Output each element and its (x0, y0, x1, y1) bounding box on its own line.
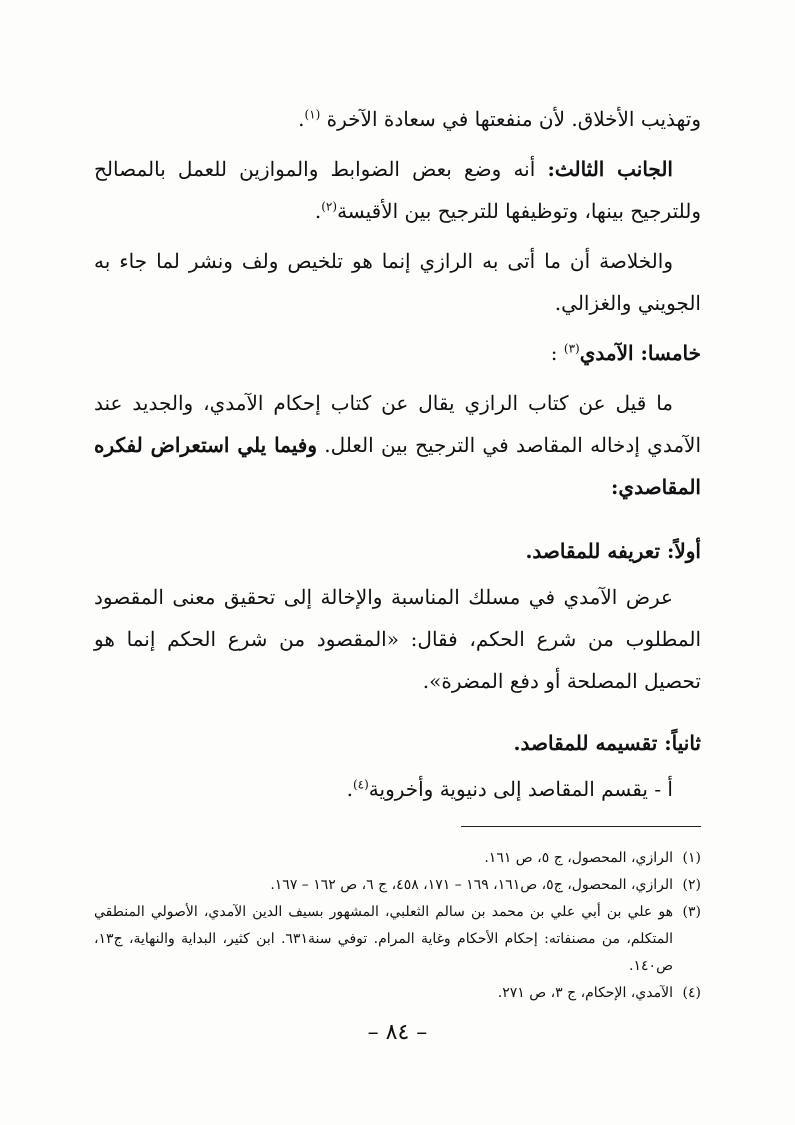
footnote-item (94, 980, 701, 1007)
page-number: – ٨٤ – (367, 1020, 428, 1045)
section-2-item-end: . (346, 777, 353, 801)
footnote-text: هو علي بن أبي علي بن محمد بن سالم الثعلبي، المشهور بسيف الدين الآمدي، الأصولي المنطقي المتكلم، من مصنفاته: إحكام الأحكام وغاية المرام. توفي سنة٦٣١. ابن كثير، البداية والنهاية، ج١٣، ص١٤٠. (94, 904, 673, 974)
footnote-text: الرازي، المحصول، ج ٥، ص ١٦١. (484, 850, 673, 866)
paragraph-2-lead: الجانب الثالث: (547, 157, 673, 181)
footnote-number: (٢) (682, 877, 701, 893)
paragraph-4-text: ما قيل عن كتاب الرازي يقال عن كتاب إحكام الآمدي، والجديد عند الآمدي إدخاله المقاصد في الترجيح بين العلل. (94, 391, 701, 457)
paragraph-4 (94, 382, 701, 508)
paragraph-3-text: والخلاصة أن ما أتى به الرازي إنما هو تلخيص ولف ونشر لما جاء به الجويني والغزالي. (94, 249, 701, 315)
footnote-number: (٤) (682, 985, 701, 1001)
section-1-text: عرض الآمدي في مسلك المناسبة والإخالة إلى تحقيق معنى المقصود المطلوب من شرع الحكم، فقال: «المقصود من شرع الحكم إنما هو تحصيل المصلحة أو دفع المضرة». (94, 585, 702, 693)
section-2-heading: ثانياً: تقسيمه للمقاصد. (513, 731, 701, 755)
section-1-heading: أولاً: تعريفه للمقاصد. (525, 539, 701, 563)
footnote-ref-4[interactable]: (٤) (352, 777, 369, 792)
footnote-item (94, 899, 701, 980)
paragraph-1 (94, 98, 701, 140)
footnote-item (94, 872, 701, 899)
body-text (94, 98, 701, 810)
paragraph-2 (94, 148, 701, 232)
section-2-item (94, 768, 701, 810)
heading-fifth (94, 332, 701, 374)
paragraph-2-text: أنه وضع بعض الضوابط والموازين للعمل بالمصالح وللترجيح بينها، وتوظيفها للترجيح بين الأقيسة (94, 157, 701, 223)
paragraph-2-end: . (314, 199, 322, 223)
footnote-ref-1[interactable]: (١) (304, 107, 321, 122)
footnote-divider (461, 826, 701, 827)
footnotes (94, 845, 701, 1007)
heading-fifth-end: : (550, 341, 564, 365)
footnote-ref-2[interactable]: (٢) (321, 199, 338, 214)
footnote-number: (١) (682, 850, 701, 866)
footnote-text: الآمدي، الإحكام، ج ٣، ص ٢٧١. (497, 985, 673, 1001)
footnote-number: (٣) (682, 904, 701, 920)
paragraph-1-end: . (298, 107, 305, 131)
paragraph-4-bold: وفيما يلي استعراض لفكره المقاصدي: (94, 433, 701, 499)
paragraph-3 (94, 240, 701, 324)
heading-fifth-text: خامسا: الآمدي (579, 341, 701, 365)
footnote-item (94, 845, 701, 872)
footnote-ref-3[interactable]: (٣) (563, 341, 580, 356)
footnote-text: الرازي، المحصول، ج٥، ص١٦١، ١٦٩ – ١٧١، ٤٥٨، ج ٦، ص ١٦٢ – ١٦٧. (270, 877, 673, 893)
section-2-item-text: أ - يقسم المقاصد إلى دنيوية وأخروية (368, 777, 673, 801)
paragraph-1-text: وتهذيب الأخلاق. لأن منفعتها في سعادة الآخرة (326, 107, 701, 131)
